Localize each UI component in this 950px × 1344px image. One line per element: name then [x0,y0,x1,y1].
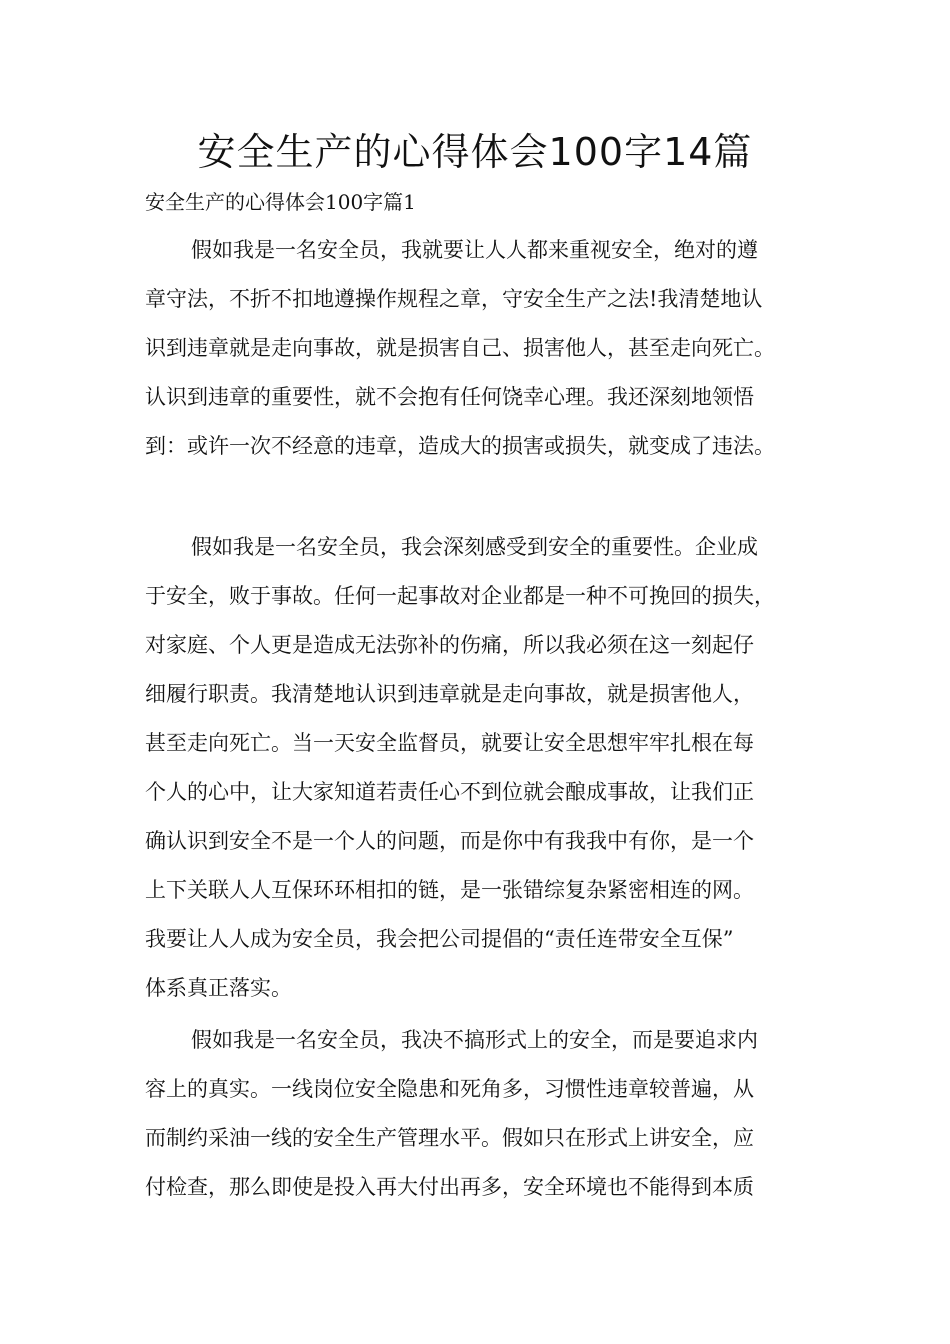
paragraph-line: 付检查，那么即使是投入再大付出再多，安全环境也不能得到本质 [145,1175,754,1199]
paragraph-line: 假如我是一名安全员，我决不搞形式上的安全，而是要追求内 [191,1028,758,1052]
paragraph-line: 认识到违章的重要性，就不会抱有任何饶幸心理。我还深刻地领悟 [145,385,754,409]
paragraph-2 [145,523,815,1013]
section-heading: 安全生产的心得体会100字篇1 [145,190,416,214]
paragraph-line: 细履行职责。我清楚地认识到违章就是走向事故，就是损害他人， [145,682,754,706]
paragraph-line: 章守法，不折不扣地遵操作规程之章，守安全生产之法!我清楚地认 [145,287,763,311]
paragraph-line: 个人的心中，让大家知道若责任心不到位就会酿成事故，让我们正 [145,780,754,804]
paragraph-line: 于安全，败于事故。任何一起事故对企业都是一种不可挽回的损失， [145,584,775,608]
paragraph-line: 容上的真实。一线岗位安全隐患和死角多，习惯性违章较普遍，从 [145,1077,754,1101]
paragraph-1 [145,226,815,471]
document-title: 安全生产的心得体会100字14篇 [197,130,753,174]
paragraph-line: 甚至走向死亡。当一天安全监督员，就要让安全思想牢牢扎根在每 [145,731,754,755]
paragraph-line: 假如我是一名安全员，我会深刻感受到安全的重要性。企业成 [191,535,758,559]
paragraph-line: 体系真正落实。 [145,976,292,1000]
paragraph-line: 到：或许一次不经意的违章，造成大的损害或损失，就变成了违法。 [145,434,775,458]
paragraph-line: 对家庭、个人更是造成无法弥补的伤痛，所以我必须在这一刻起仔 [145,633,754,657]
paragraph-line: 确认识到安全不是一个人的问题，而是你中有我我中有你，是一个 [145,829,754,853]
paragraph-line: 上下关联人人互保环环相扣的链，是一张错综复杂紧密相连的网。 [145,878,754,902]
paragraph-line: 而制约采油一线的安全生产管理水平。假如只在形式上讲安全，应 [145,1126,754,1150]
paragraph-line: 识到违章就是走向事故，就是损害自己、损害他人，甚至走向死亡。 [145,336,775,360]
paragraph-line: 我要让人人成为安全员，我会把公司提倡的“责任连带安全互保” [145,927,734,951]
paragraph-3 [145,1016,815,1212]
paragraph-line: 假如我是一名安全员，我就要让人人都来重视安全，绝对的遵 [191,238,758,262]
